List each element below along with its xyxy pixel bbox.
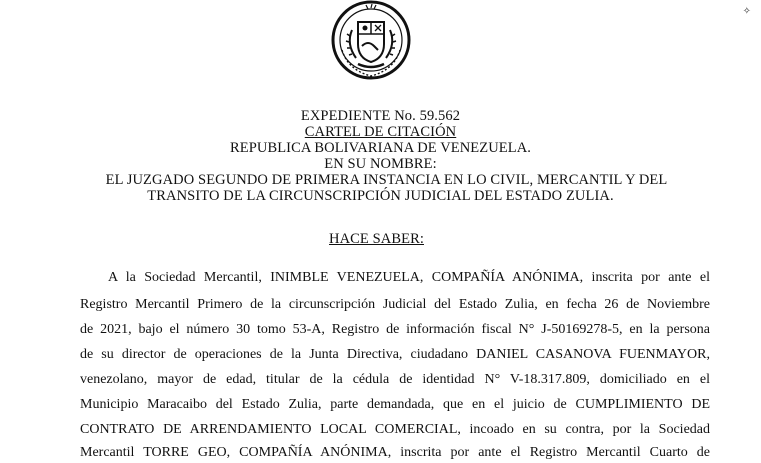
body-line: Municipio Maracaibo del Estado Zulia, parte demandada, que en el juicio de CUMPLIMIENTO DE (80, 397, 710, 412)
body-line: Mercantil TORRE GEO, COMPAÑÍA ANÓNIMA, inscrita por ante el Registro Mercantil Cuarto de (80, 445, 710, 460)
juzgado-line-2: TRANSITO DE LA CIRCUNSCRIPCIÓN JUDICIAL DEL ESTADO ZULIA. (147, 188, 614, 204)
republica-heading: REPUBLICA BOLIVARIANA DE VENEZUELA. (229, 140, 532, 156)
coat-of-arms-seal-icon (328, 0, 414, 86)
cartel-title: CARTEL DE CITACIÓN (304, 124, 457, 140)
en-su-nombre: EN SU NOMBRE: (324, 156, 437, 172)
juzgado-line-1: EL JUZGADO SEGUNDO DE PRIMERA INSTANCIA EN LO CIVIL, MERCANTIL Y DEL (105, 172, 668, 188)
body-line: CONTRATO DE ARRENDAMIENTO LOCAL COMERCIAL, incoado en su contra, por la Sociedad (80, 422, 710, 437)
body-line: de su director de operaciones de la Junta Directiva, ciudadano DANIEL CASANOVA FUENMAYOR, (80, 347, 710, 362)
hace-saber-heading: HACE SABER: (329, 231, 424, 247)
body-line: de 2021, bajo el número 30 tomo 53-A, Registro de información fiscal N° J-50169278-5, en la persona (80, 322, 710, 337)
body-line: venezolano, mayor de edad, titular de la cédula de identidad N° V-18.317.809, domiciliado en el (80, 372, 710, 387)
body-line: Registro Mercantil Primero de la circunscripción Judicial del Estado Zulia, en fecha 26 de Noviembre (80, 297, 710, 312)
expediente-number: EXPEDIENTE No. 59.562 (300, 108, 461, 124)
corner-mark-icon: ✧ (742, 6, 751, 17)
body-line: A la Sociedad Mercantil, INIMBLE VENEZUELA, COMPAÑÍA ANÓNIMA, inscrita por ante el (108, 270, 710, 285)
